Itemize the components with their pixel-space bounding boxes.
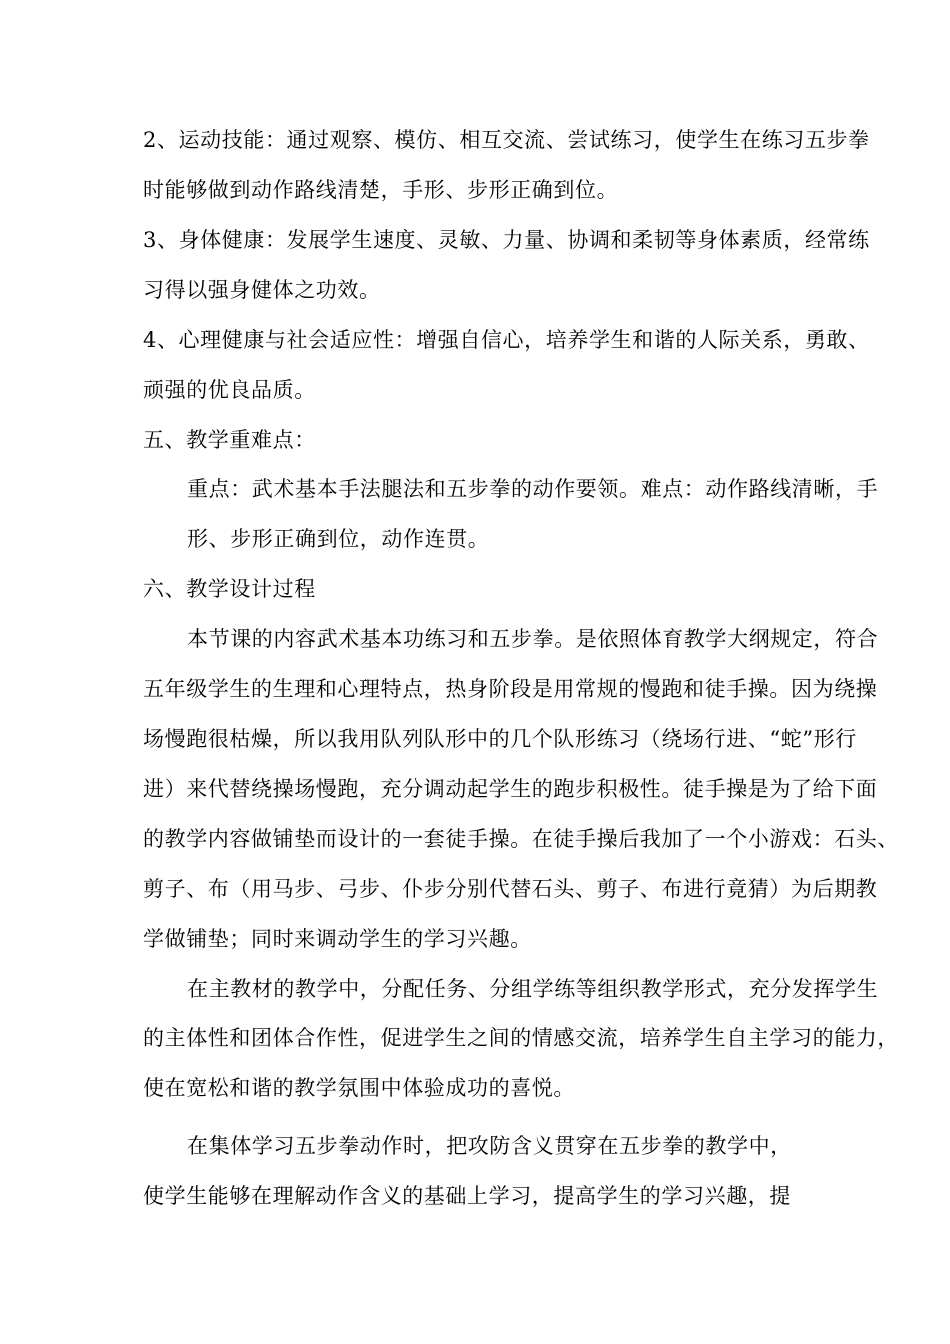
text-line: 在集体学习五步拳动作时，把攻防含义贯穿在五步拳的教学中， [187, 1134, 792, 1158]
text-line: 习得以强身健体之功效。 [143, 278, 381, 302]
text-line: 使学生能够在理解动作含义的基础上学习，提高学生的学习兴趣，提 [143, 1184, 791, 1208]
section-heading: 六、教学设计过程 [143, 577, 316, 601]
text-line: 进）来代替绕操场慢跑，充分调动起学生的跑步积极性。徒手操是为了给下面 [143, 777, 878, 801]
text-line: 的教学内容做铺垫而设计的一套徒手操。在徒手操后我加了一个小游戏：石头、 [143, 827, 899, 851]
text-line: 顽强的优良品质。 [143, 378, 316, 402]
text-line: 形、步形正确到位，动作连贯。 [187, 527, 490, 551]
text-line: 学做铺垫；同时来调动学生的学习兴趣。 [143, 927, 532, 951]
text-line: 重点：武术基本手法腿法和五步拳的动作要领。难点：动作路线清晰，手 [187, 477, 879, 501]
text-line: 时能够做到动作路线清楚，手形、步形正确到位。 [143, 178, 619, 202]
text-line: 剪子、布（用马步、弓步、仆步分别代替石头、剪子、布进行竟猜）为后期教 [143, 877, 878, 901]
section-heading: 五、教学重难点： [143, 428, 316, 452]
text-line: 使在宽松和谐的教学氛围中体验成功的喜悦。 [143, 1076, 575, 1100]
text-line: 的主体性和团体合作性，促进学生之间的情感交流，培养学生自主学习的能力， [143, 1026, 899, 1050]
text-line: 4、心理健康与社会适应性：增强自信心，培养学生和谐的人际关系，勇敢、 [143, 328, 870, 352]
text-line: 场慢跑很枯燥，所以我用队列队形中的几个队形练习（绕场行进、“蛇”形行 [143, 727, 857, 751]
text-line: 在主教材的教学中，分配任务、分组学练等组织教学形式，充分发挥学生 [187, 977, 879, 1001]
text-line: 本节课的内容武术基本功练习和五步拳。是依照体育教学大纲规定，符合 [187, 627, 879, 651]
text-line: 3、身体健康：发展学生速度、灵敏、力量、协调和柔韧等身体素质，经常练 [143, 228, 870, 252]
text-line: 五年级学生的生理和心理特点，热身阶段是用常规的慢跑和徒手操。因为绕操 [143, 677, 878, 701]
text-line: 2、运动技能：通过观察、模仿、相互交流、尝试练习，使学生在练习五步拳 [143, 128, 870, 152]
